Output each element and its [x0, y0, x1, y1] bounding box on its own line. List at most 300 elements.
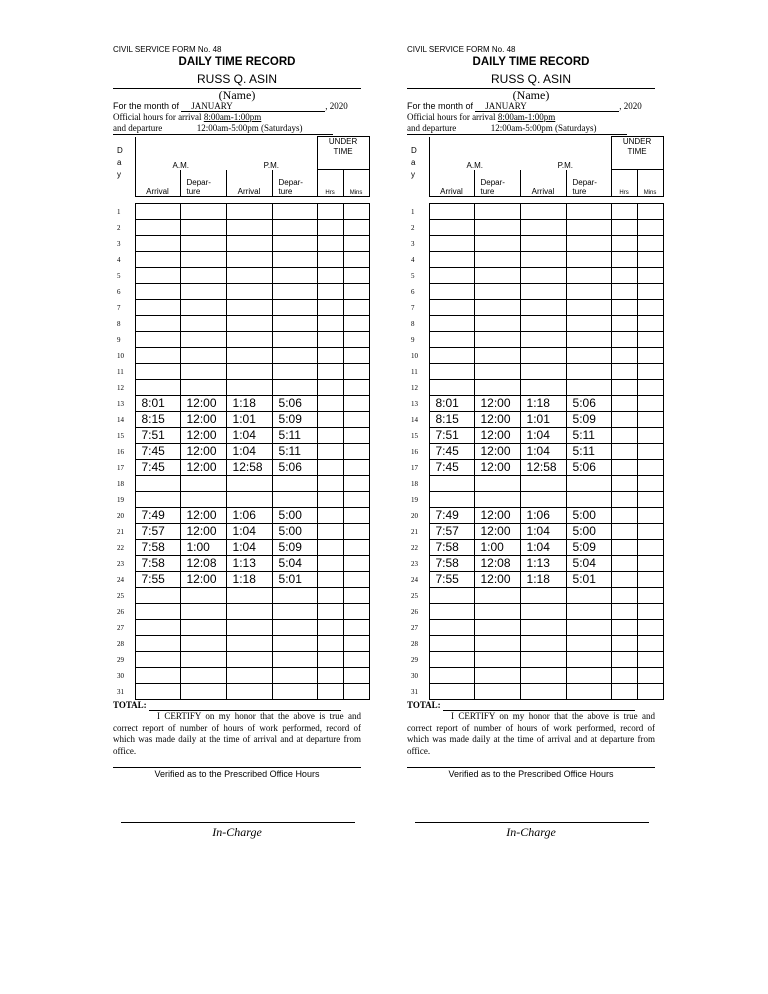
- am-arrival-cell: 8:15: [135, 412, 180, 428]
- table-row: [113, 524, 369, 540]
- undertime-mins-cell: [343, 540, 369, 556]
- am-departure-cell: [180, 284, 226, 300]
- day-number: 9: [411, 335, 415, 344]
- am-arrival-cell: [429, 220, 474, 236]
- table-row: [113, 588, 369, 604]
- am-arrival-cell: [135, 268, 180, 284]
- am-departure-cell: [180, 620, 226, 636]
- in-charge-label: In-Charge: [212, 825, 262, 839]
- am-departure-cell: [180, 236, 226, 252]
- in-charge-label: In-Charge: [506, 825, 556, 839]
- am-departure-cell: 1:00: [474, 540, 520, 556]
- am-arrival-cell: [135, 364, 180, 380]
- undertime-mins-cell: [637, 620, 663, 636]
- pm-departure-cell: [272, 220, 317, 236]
- day-number: 19: [411, 495, 418, 504]
- day-number: 4: [117, 255, 121, 264]
- am-arrival-cell: 7:58: [135, 556, 180, 572]
- am-departure-cell: [474, 636, 520, 652]
- am-arrival-cell: [429, 620, 474, 636]
- am-departure-cell: [474, 364, 520, 380]
- undertime-hrs-cell: [317, 396, 343, 412]
- am-arrival-cell: 7:51: [135, 428, 180, 444]
- undertime-mins-cell: [343, 636, 369, 652]
- pm-header: P.M.: [557, 160, 573, 170]
- table-row: [113, 380, 369, 396]
- am-departure-cell: 12:00: [180, 508, 226, 524]
- am-departure-cell: [180, 668, 226, 684]
- pm-arrival-cell: [520, 380, 566, 396]
- undertime-hrs-cell: [317, 636, 343, 652]
- undertime-hrs-cell: [317, 492, 343, 508]
- form-title: DAILY TIME RECORD: [178, 56, 296, 68]
- am-departure-cell: [180, 636, 226, 652]
- pm-arrival-cell: 1:04: [226, 428, 272, 444]
- table-row: [407, 364, 663, 380]
- undertime-mins-cell: [637, 604, 663, 620]
- pm-departure-cell: 5:06: [272, 460, 317, 476]
- pm-arrival-cell: 12:58: [226, 460, 272, 476]
- day-number: 6: [411, 287, 415, 296]
- undertime-mins-cell: [343, 556, 369, 572]
- day-number: 22: [117, 543, 124, 552]
- pm-departure-cell: [272, 476, 317, 492]
- am-departure-cell: [474, 284, 520, 300]
- pm-arrival-cell: 1:06: [520, 508, 566, 524]
- undertime-mins-cell: [637, 476, 663, 492]
- day-number: 17: [117, 463, 124, 472]
- day-letter: a: [411, 157, 416, 167]
- am-departure-cell: [180, 476, 226, 492]
- pm-departure-cell: 5:01: [272, 572, 317, 588]
- table-row: [407, 284, 663, 300]
- am-arrival-cell: 7:45: [135, 444, 180, 460]
- undertime-hrs-cell: [611, 364, 637, 380]
- am-arrival-cell: 8:01: [135, 396, 180, 412]
- table-row: [407, 412, 663, 428]
- day-header: [113, 137, 135, 197]
- pm-departure-cell: [566, 684, 611, 700]
- table-row: [407, 444, 663, 460]
- undertime-mins-cell: [343, 204, 369, 220]
- am-departure-cell: [180, 492, 226, 508]
- undertime-hrs-cell: [611, 300, 637, 316]
- day-number: 20: [117, 511, 124, 520]
- table-row: [407, 652, 663, 668]
- year-value: , 2020: [325, 101, 348, 111]
- day-number: 27: [117, 623, 124, 632]
- undertime-mins-cell: [637, 684, 663, 700]
- verified-statement: Verified as to the Prescribed Office Hours: [113, 767, 361, 780]
- day-number: 1: [411, 207, 415, 216]
- am-departure-cell: [474, 668, 520, 684]
- am-departure-cell: 12:00: [474, 508, 520, 524]
- pm-departure-cell: [566, 588, 611, 604]
- am-arrival-cell: 8:01: [429, 396, 474, 412]
- am-departure-cell: 12:00: [474, 444, 520, 460]
- table-row: [113, 668, 369, 684]
- signature-line: [415, 822, 649, 823]
- am-arrival-cell: [135, 204, 180, 220]
- undertime-mins-cell: [343, 476, 369, 492]
- am-departure-cell: 12:00: [474, 412, 520, 428]
- table-row: [113, 332, 369, 348]
- undertime-hrs-cell: [611, 540, 637, 556]
- total-label: TOTAL:: [407, 700, 441, 710]
- pm-departure-cell: [272, 204, 317, 220]
- undertime-mins-cell: [637, 204, 663, 220]
- undertime-mins-cell: [637, 316, 663, 332]
- pm-arrival-cell: [226, 588, 272, 604]
- am-departure-cell: [474, 268, 520, 284]
- day-letter: D: [117, 145, 123, 155]
- undertime-hrs-cell: [317, 620, 343, 636]
- day-number: 31: [117, 687, 124, 696]
- undertime-mins-cell: [637, 428, 663, 444]
- undertime-mins-cell: [343, 428, 369, 444]
- undertime-hrs-cell: [611, 492, 637, 508]
- undertime-mins-cell: [637, 540, 663, 556]
- undertime-mins-cell: [637, 460, 663, 476]
- am-arrival-header: Arrival: [135, 170, 180, 197]
- day-number: 12: [411, 383, 418, 392]
- am-arrival-cell: [429, 316, 474, 332]
- day-number: 22: [411, 543, 418, 552]
- pm-departure-cell: [566, 252, 611, 268]
- signature-line: [121, 822, 355, 823]
- table-row: [113, 348, 369, 364]
- am-departure-cell: [474, 220, 520, 236]
- pm-departure-cell: [566, 620, 611, 636]
- am-arrival-cell: [135, 668, 180, 684]
- table-row: [407, 252, 663, 268]
- table-row: [407, 588, 663, 604]
- undertime-hrs-cell: [611, 668, 637, 684]
- am-arrival-cell: [429, 492, 474, 508]
- day-number: 2: [117, 223, 121, 232]
- day-number: 23: [117, 559, 124, 568]
- undertime-mins-cell: [343, 668, 369, 684]
- table-row: [407, 636, 663, 652]
- dtr-table: [113, 136, 370, 700]
- table-row: [113, 540, 369, 556]
- undertime-mins-cell: [637, 252, 663, 268]
- pm-arrival-cell: [520, 236, 566, 252]
- undertime-mins-cell: [637, 284, 663, 300]
- pm-departure-cell: [566, 300, 611, 316]
- undertime-mins-cell: [637, 668, 663, 684]
- pm-departure-cell: 5:11: [566, 444, 611, 460]
- undertime-mins-cell: [343, 348, 369, 364]
- pm-arrival-cell: [520, 476, 566, 492]
- pm-arrival-cell: 12:58: [520, 460, 566, 476]
- undertime-mins-cell: [637, 636, 663, 652]
- am-arrival-cell: [135, 284, 180, 300]
- am-departure-cell: [180, 252, 226, 268]
- undertime-hrs-cell: [317, 572, 343, 588]
- pm-arrival-cell: [520, 316, 566, 332]
- pm-departure-cell: 5:04: [272, 556, 317, 572]
- pm-arrival-cell: 1:04: [520, 540, 566, 556]
- day-number: 15: [411, 431, 418, 440]
- am-arrival-cell: 7:51: [429, 428, 474, 444]
- undertime-mins-cell: [343, 524, 369, 540]
- am-arrival-cell: 7:58: [429, 556, 474, 572]
- am-departure-cell: [180, 364, 226, 380]
- pm-departure-cell: [272, 284, 317, 300]
- undertime-mins-cell: [343, 236, 369, 252]
- undertime-mins-cell: [343, 508, 369, 524]
- pm-header: P.M.: [263, 160, 279, 170]
- am-arrival-cell: [135, 332, 180, 348]
- day-number: 15: [117, 431, 124, 440]
- table-row: [113, 684, 369, 700]
- am-departure-cell: [474, 204, 520, 220]
- pm-arrival-cell: [520, 284, 566, 300]
- pm-departure-cell: [272, 380, 317, 396]
- table-row: [113, 204, 369, 220]
- table-row: [113, 268, 369, 284]
- table-row: [113, 220, 369, 236]
- table-row: [407, 540, 663, 556]
- employee-name: RUSS Q. ASIN: [407, 70, 655, 89]
- am-arrival-cell: [135, 220, 180, 236]
- table-row: [407, 316, 663, 332]
- am-arrival-cell: [135, 476, 180, 492]
- am-arrival-cell: [135, 652, 180, 668]
- am-arrival-cell: 7:45: [135, 460, 180, 476]
- table-row: [113, 316, 369, 332]
- am-arrival-cell: [135, 348, 180, 364]
- pm-departure-cell: 5:09: [272, 540, 317, 556]
- undertime-hrs-cell: [611, 476, 637, 492]
- day-number: 31: [411, 687, 418, 696]
- undertime-hrs-cell: [611, 348, 637, 364]
- am-arrival-cell: [429, 364, 474, 380]
- am-departure-cell: [180, 300, 226, 316]
- am-arrival-cell: 7:55: [135, 572, 180, 588]
- day-number: 6: [117, 287, 121, 296]
- pm-arrival-cell: [226, 492, 272, 508]
- undertime-hrs-cell: [611, 396, 637, 412]
- table-row: [113, 252, 369, 268]
- day-number: 7: [117, 303, 121, 312]
- pm-arrival-cell: 1:06: [226, 508, 272, 524]
- undertime-mins-cell: [637, 236, 663, 252]
- pm-arrival-cell: [226, 236, 272, 252]
- am-arrival-cell: 7:45: [429, 460, 474, 476]
- pm-departure-cell: 5:11: [566, 428, 611, 444]
- am-arrival-cell: [429, 204, 474, 220]
- am-departure-cell: [474, 380, 520, 396]
- pm-arrival-cell: [520, 492, 566, 508]
- am-departure-header: Depar- ture: [474, 170, 520, 197]
- pm-departure-cell: [566, 604, 611, 620]
- undertime-mins-cell: [637, 492, 663, 508]
- month-prefix: For the month of: [407, 101, 474, 111]
- day-number: 19: [117, 495, 124, 504]
- am-departure-cell: [180, 588, 226, 604]
- undertime-hrs-cell: [611, 620, 637, 636]
- am-departure-cell: 12:08: [180, 556, 226, 572]
- pm-departure-cell: [272, 316, 317, 332]
- pm-arrival-cell: [226, 284, 272, 300]
- pm-arrival-cell: [226, 636, 272, 652]
- undertime-header: UNDER TIME: [317, 137, 369, 170]
- table-row: [113, 236, 369, 252]
- undertime-mins-cell: [343, 396, 369, 412]
- am-arrival-cell: [429, 252, 474, 268]
- table-row: [407, 572, 663, 588]
- undertime-hrs-cell: [317, 684, 343, 700]
- am-arrival-cell: [135, 492, 180, 508]
- am-departure-cell: [180, 332, 226, 348]
- day-number: 30: [117, 671, 124, 680]
- pm-departure-cell: 5:00: [566, 524, 611, 540]
- am-arrival-cell: [429, 348, 474, 364]
- undertime-hrs-cell: [611, 508, 637, 524]
- am-arrival-cell: [429, 380, 474, 396]
- am-arrival-cell: 7:57: [135, 524, 180, 540]
- undertime-mins-cell: [637, 268, 663, 284]
- am-departure-cell: 12:00: [474, 396, 520, 412]
- undertime-hrs-cell: [317, 652, 343, 668]
- table-row: [407, 380, 663, 396]
- pm-departure-cell: 5:06: [272, 396, 317, 412]
- pm-arrival-cell: 1:01: [226, 412, 272, 428]
- undertime-hrs-cell: [317, 524, 343, 540]
- undertime-hrs-cell: [611, 236, 637, 252]
- am-departure-cell: [474, 476, 520, 492]
- pm-departure-cell: 5:01: [566, 572, 611, 588]
- am-departure-cell: 12:00: [180, 396, 226, 412]
- pm-arrival-cell: [226, 316, 272, 332]
- pm-departure-cell: [566, 220, 611, 236]
- pm-departure-cell: [272, 300, 317, 316]
- table-row: [113, 364, 369, 380]
- pm-departure-cell: [566, 636, 611, 652]
- pm-arrival-cell: [226, 604, 272, 620]
- pm-arrival-cell: [226, 252, 272, 268]
- am-arrival-cell: [135, 636, 180, 652]
- am-departure-cell: [180, 348, 226, 364]
- am-arrival-cell: [135, 252, 180, 268]
- day-letter: a: [117, 157, 122, 167]
- am-arrival-cell: [135, 300, 180, 316]
- pm-departure-cell: [566, 476, 611, 492]
- table-row: [407, 428, 663, 444]
- day-number: 7: [411, 303, 415, 312]
- undertime-mins-cell: [637, 396, 663, 412]
- undertime-mins-cell: [637, 524, 663, 540]
- am-arrival-cell: 7:58: [429, 540, 474, 556]
- day-number: 3: [117, 239, 121, 248]
- pm-arrival-cell: 1:01: [520, 412, 566, 428]
- day-number: 26: [411, 607, 418, 616]
- table-row: [407, 684, 663, 700]
- pm-departure-cell: [272, 684, 317, 700]
- undertime-mins-cell: [343, 300, 369, 316]
- pm-departure-cell: 5:09: [566, 412, 611, 428]
- table-row: [407, 332, 663, 348]
- table-row: [113, 508, 369, 524]
- am-departure-cell: 12:00: [474, 428, 520, 444]
- undertime-mins-cell: [343, 492, 369, 508]
- am-arrival-cell: [135, 316, 180, 332]
- am-arrival-cell: [429, 332, 474, 348]
- am-departure-cell: [474, 316, 520, 332]
- pm-departure-cell: [566, 364, 611, 380]
- undertime-mins-cell: [343, 316, 369, 332]
- undertime-hrs-cell: [317, 556, 343, 572]
- certification-text: I CERTIFY on my honor that the above is true and correct report of number of hours of work performed, record of which was made daily at the time of arrival and at departure from office.: [113, 711, 361, 756]
- pm-arrival-cell: [226, 380, 272, 396]
- undertime-hrs-cell: [317, 444, 343, 460]
- am-arrival-cell: [135, 380, 180, 396]
- undertime-hrs-cell: [611, 252, 637, 268]
- am-departure-cell: [474, 300, 520, 316]
- am-header: A.M.: [135, 137, 226, 170]
- am-departure-header: Depar- ture: [180, 170, 226, 197]
- am-departure-cell: [180, 268, 226, 284]
- am-arrival-cell: [429, 284, 474, 300]
- table-row: [113, 492, 369, 508]
- am-departure-cell: [180, 604, 226, 620]
- day-number: 4: [411, 255, 415, 264]
- official-hours-prefix: Official hours for arrival: [113, 112, 202, 122]
- pm-departure-header: Depar- ture: [272, 170, 317, 197]
- hrs-header: Hrs: [611, 170, 637, 197]
- am-header: A.M.: [429, 137, 520, 170]
- official-hours-value: 8:00am-1:00pm: [497, 112, 556, 122]
- am-departure-cell: [180, 220, 226, 236]
- form-title: DAILY TIME RECORD: [472, 56, 590, 68]
- am-departure-cell: 12:00: [474, 524, 520, 540]
- table-row: [407, 604, 663, 620]
- table-row: [113, 444, 369, 460]
- pm-departure-cell: [272, 492, 317, 508]
- day-number: 30: [411, 671, 418, 680]
- pm-arrival-cell: 1:04: [520, 428, 566, 444]
- am-departure-cell: [180, 684, 226, 700]
- undertime-hrs-cell: [317, 300, 343, 316]
- table-row: [113, 396, 369, 412]
- undertime-mins-cell: [637, 300, 663, 316]
- departure-line: [407, 123, 627, 135]
- am-departure-cell: [180, 316, 226, 332]
- am-departure-cell: 12:00: [180, 444, 226, 460]
- table-row: [407, 476, 663, 492]
- pm-departure-cell: [272, 236, 317, 252]
- table-row: [113, 476, 369, 492]
- am-arrival-cell: [135, 588, 180, 604]
- am-departure-cell: [474, 652, 520, 668]
- undertime-hrs-cell: [611, 268, 637, 284]
- day-number: 29: [117, 655, 124, 664]
- pm-arrival-cell: [520, 332, 566, 348]
- pm-arrival-cell: [226, 364, 272, 380]
- total-line: [407, 700, 663, 711]
- departure-prefix: and departure: [113, 123, 163, 133]
- undertime-hrs-cell: [611, 284, 637, 300]
- day-number: 17: [411, 463, 418, 472]
- day-number: 14: [117, 415, 124, 424]
- pm-departure-cell: 5:00: [272, 508, 317, 524]
- undertime-mins-cell: [343, 252, 369, 268]
- am-arrival-cell: [135, 236, 180, 252]
- pm-arrival-cell: [520, 364, 566, 380]
- pm-departure-cell: [272, 348, 317, 364]
